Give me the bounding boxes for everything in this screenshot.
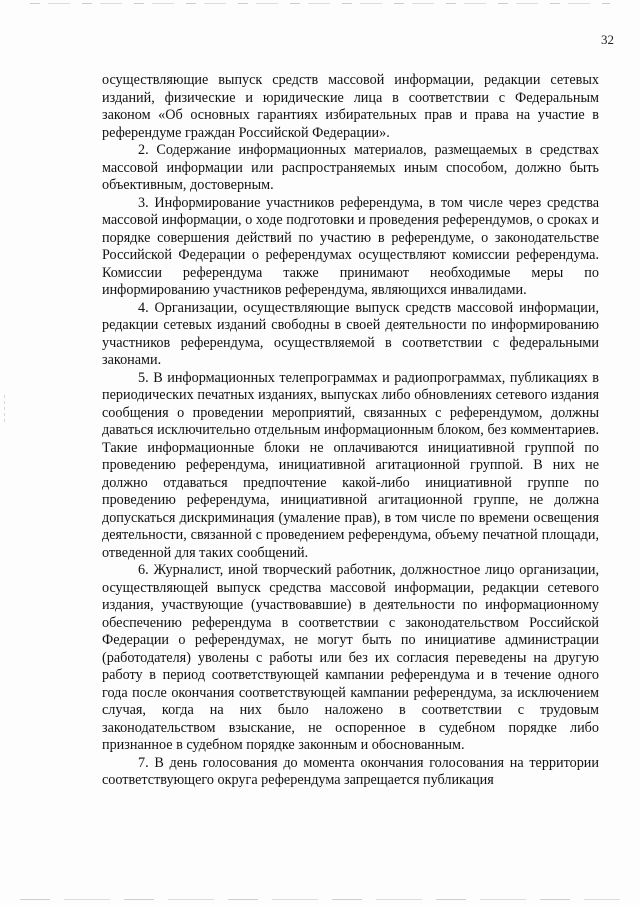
page-number: 32 (601, 32, 614, 47)
scan-artifact-bottom (20, 899, 620, 900)
paragraph-item-4: 4. Организации, осуществляющие выпуск средств массовой информации, редакции сетевых изданий свободны в своей деятельности по информированию участников референдума, осуществляемой в соответствии с федеральными законами. (102, 299, 599, 368)
paragraph-continuation: осуществляющие выпуск средств массовой информации, редакции сетевых изданий, физические и юридические лица в соответствии с Федеральным законом «Об основных гарантиях избирательных прав и права на участие в референдуме граждан Российской Федерации». (102, 72, 599, 141)
scan-artifact-top (30, 3, 610, 4)
paragraph-item-2: 2. Содержание информационных материалов, размещаемых в средствах массовой информации или распространяемых иным способом, должно быть объективным, достоверным. (102, 142, 599, 193)
paragraph-item-3: 3. Информирование участников референдума, в том числе через средства массовой информации, о ходе подготовки и проведения референдумов, о сроках и порядке совершения действий по участию в референдуме, о законодательстве Российской Федерации о референдумах осуществляют комиссии референдума. Комиссии референдума также принимают необходимые меры по информированию участников референдума, являющихся инвалидами. (102, 194, 599, 298)
document-body (102, 72, 599, 790)
paragraph-item-6: 6. Журналист, иной творческий работник, должностное лицо организации, осуществляющей выпуск средства массовой информации, редакции сетевого издания, участвующие (участвовавшие) в деятельности по информационному обеспечению референдума в соответствии с законодательством Российской Федерации о референдумах, не могут быть по инициативе администрации (работодателя) уволены с работы или без их согласия переведены на другую работу в период соответствующей кампании референдума и в течение одного года после окончания соответствующей кампании референдума, за исключением случая, когда на них было наложено в соответствии с трудовым законодательством взыскание, не оспоренное в судебном порядке либо признанное в судебном порядке законным и обоснованным. (102, 562, 599, 753)
scan-artifact-margin (4, 395, 5, 425)
paragraph-item-5: 5. В информационных телепрограммах и радиопрограммах, публикациях в периодических печатных изданиях, выпусках либо обновлениях сетевого издания сообщения о проведении мероприятий, связанных с референдумом, должны даваться исключительно отдельным информационным блоком, без комментариев. Такие информационные блоки не оплачиваются инициативной группой по проведению референдума, инициативной агитационной группой. В них не должно отдаваться предпочтение какой-либо инициативной группе по проведению референдума, инициативной агитационной группе, не должна допускаться дискриминация (умаление прав), в том числе по времени освещения деятельности, связанной с проведением референдума, объему печатной площади, отведенной для таких сообщений. (102, 369, 599, 561)
paragraph-item-7: 7. В день голосования до момента окончания голосования на территории соответствующего округа референдума запрещается публикация (102, 754, 599, 788)
